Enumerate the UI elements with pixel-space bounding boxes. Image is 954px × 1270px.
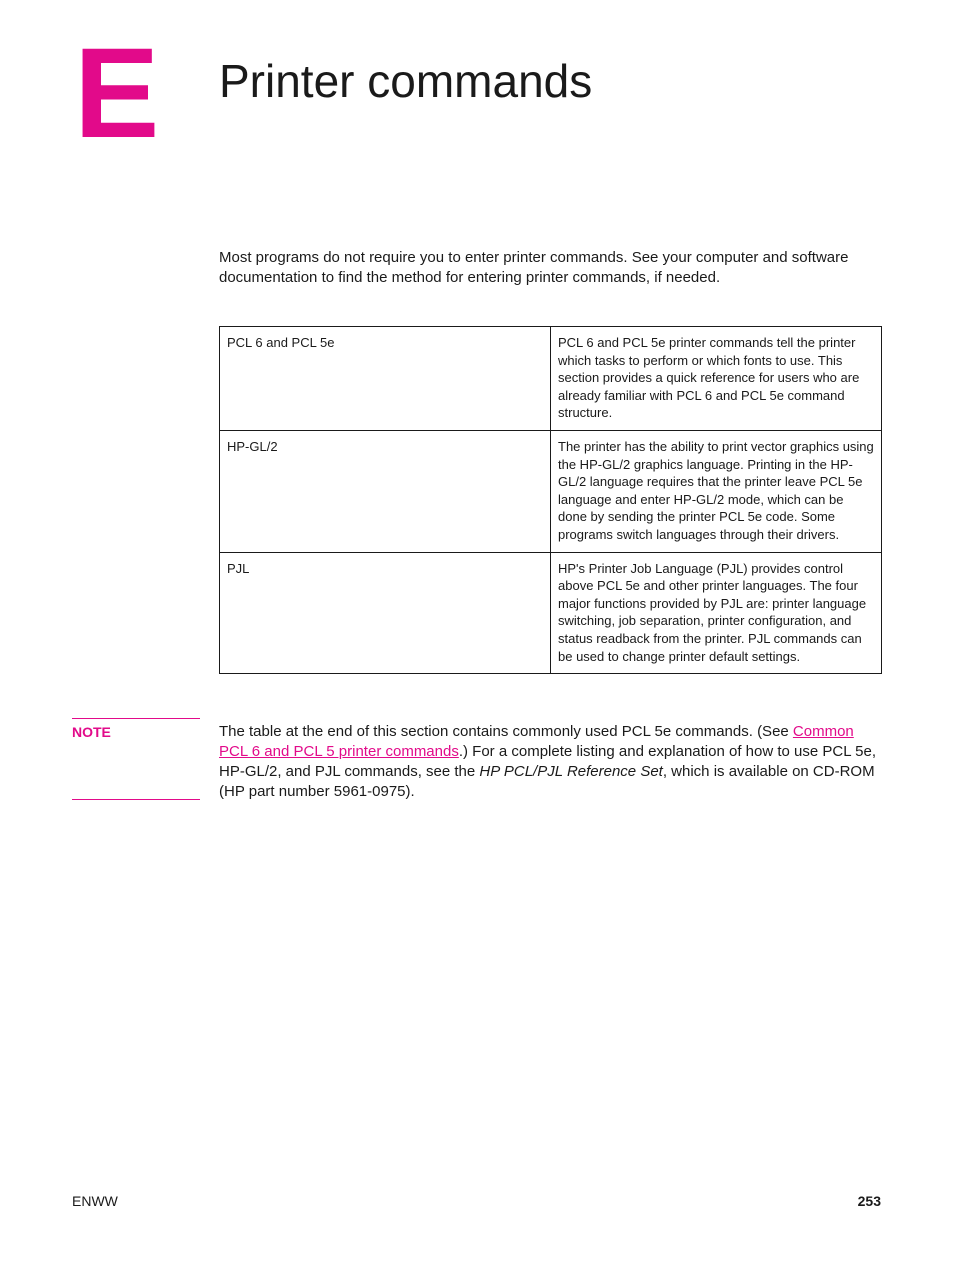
- common-commands-link[interactable]: Common PCL 6 and PCL 5 printer commands: [219, 723, 854, 760]
- note-text-part: The table at the end of this section contains commonly used PCL 5e commands. (See: [219, 723, 793, 740]
- page-number: 253: [857, 1193, 881, 1209]
- reference-set-title: HP PCL/PJL Reference Set: [479, 763, 663, 780]
- intro-paragraph: Most programs do not require you to enter printer commands. See your computer and software documentation to find the method for entering printer commands, if needed.: [219, 249, 849, 286]
- chapter-letter: E: [74, 22, 160, 165]
- command-description-cell: The printer has the ability to print vector graphics using the HP-GL/2 graphics language. Printing in the HP-GL/2 language requires that the printer leave PCL 5e language and enter HP-GL/2 mode, which can be done by sending the printer PCL 5e code. Some programs switch languages through their drivers.: [551, 430, 882, 552]
- note-divider-bottom: [72, 799, 200, 800]
- table-row: [220, 327, 882, 431]
- page-title: Printer commands: [219, 55, 593, 107]
- note-divider-top: [72, 718, 200, 719]
- note-text-part: .) For a complete listing and explanation of how to use PCL 5e, HP-GL/2, and PJL commands, see the: [219, 743, 877, 780]
- command-name-cell: PJL: [220, 552, 551, 674]
- note-text: [219, 722, 879, 802]
- command-name-cell: PCL 6 and PCL 5e: [220, 327, 551, 431]
- note-label: NOTE: [72, 724, 111, 740]
- printer-commands-table: [219, 326, 882, 674]
- command-name-cell: HP-GL/2: [220, 430, 551, 552]
- table-row: [220, 552, 882, 674]
- table-row: [220, 430, 882, 552]
- note-text-part: , which is available on CD-ROM (HP part number 5961-0975).: [219, 763, 875, 800]
- command-description-cell: PCL 6 and PCL 5e printer commands tell the printer which tasks to perform or which fonts to use. This section provides a quick reference for users who are already familiar with PCL 6 and PCL 5e command structure.: [551, 327, 882, 431]
- footer-label: ENWW: [72, 1193, 118, 1209]
- command-description-cell: HP's Printer Job Language (PJL) provides control above PCL 5e and other printer languages. The four major functions provided by PJL are: printer language switching, job separation, printer configuration, and status readback from the printer. PJL commands can be used to change printer default settings.: [551, 552, 882, 674]
